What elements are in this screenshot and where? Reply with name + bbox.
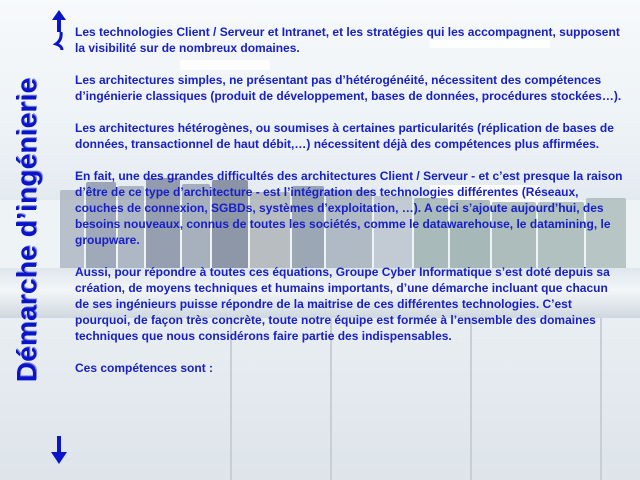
- paragraph: Les architectures simples, ne présentant pas d’hétérogénéité, nécessitent des compétences d’ingénierie classiques (produit de développement, bases de données, procédures stockées…).: [75, 73, 622, 103]
- scroll-down-button[interactable]: [50, 436, 68, 466]
- page-title: Démarche d’ingénierie: [11, 77, 42, 383]
- paragraph: Aussi, pour répondre à toutes ces équations, Groupe Cyber Informatique s’est doté depuis sa création, de moyens techniques et humains importants, d’une démarche incluant que chacun de ses ingénieurs puisse répondre de la maitrise de ces différentes technologies. C’est pourquoi, de façon très concrète, toute notre équipe est formée à l’ensemble des domaines techniques que nous considérons faire partie des indispensables.: [75, 265, 610, 343]
- paragraph: Les architectures hétérogènes, ou soumises à certaines particularités (réplication de bases de données, transactionnel de haut débit,…) nécessitent déjà des compétences plus affirmées.: [75, 121, 614, 151]
- title-rail: [0, 0, 52, 480]
- content-body: [75, 24, 623, 392]
- scroll-up-button[interactable]: [50, 10, 68, 58]
- paragraph: Ces compétences sont :: [75, 361, 214, 375]
- arrow-up-curl-icon: [50, 10, 68, 58]
- arrow-down-icon: [50, 436, 68, 466]
- paragraph: Les technologies Client / Serveur et Intranet, et les stratégies qui les accompagnent, supposent la visibilité sur de nombreux domaines.: [75, 25, 620, 55]
- paragraph: En fait, une des grandes difficultés des architectures Client / Serveur - et c’est presque la raison d’être de ce type d’architecture - est l’intégration des technologies différentes (Réseaux, couches de connexion, SGBDs, systèmes d’exploitation, …). A ceci s’ajoute aujourd’hui, des besoins nouveaux, connus de toutes les sociétés, comme le datawarehouse, le datamining, le groupware.: [75, 169, 623, 247]
